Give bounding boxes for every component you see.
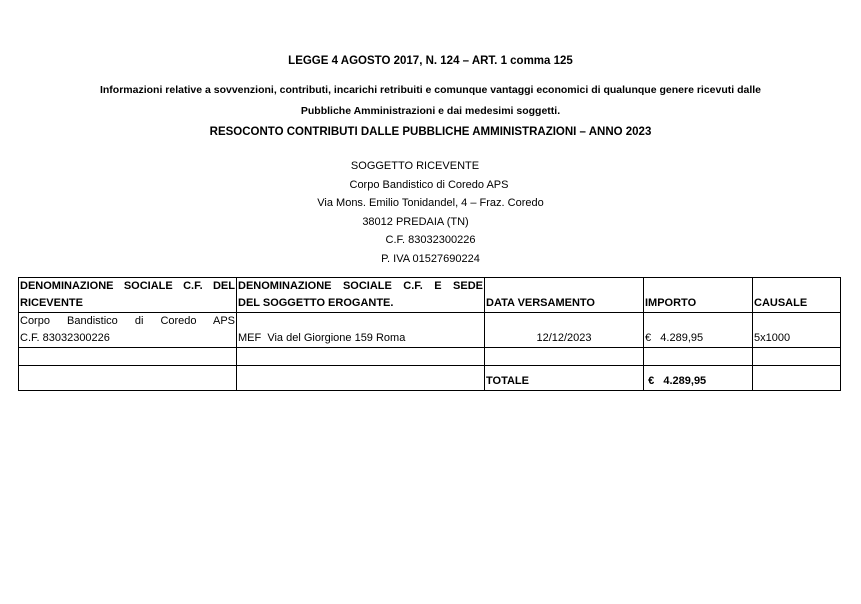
recipient-block: [0, 157, 861, 269]
header-recipient-line2: RICEVENTE: [20, 297, 83, 309]
table-header-row: [19, 278, 841, 313]
header-date: DATA VERSAMENTO: [485, 278, 644, 313]
cell-recipient-cf: C.F. 83032300226: [20, 332, 110, 344]
total-label: TOTALE: [485, 366, 644, 391]
total-amount: [644, 366, 753, 391]
report-title: RESOCONTO CONTRIBUTI DALLE PUBBLICHE AMMINISTRAZIONI – ANNO 2023: [209, 126, 652, 138]
cell-amount-currency: €: [645, 332, 652, 344]
contributions-table: [18, 277, 841, 391]
info-line-2: Pubbliche Amministrazioni e dai medesimi soggetti.: [300, 105, 561, 117]
info-line-1: Informazioni relative a sovvenzioni, contributi, incarichi retribuiti e comunque vantaggi economici di qualunque genere ricevuti dalle: [99, 84, 762, 96]
cell-amount: [644, 313, 753, 348]
recipient-piva: P. IVA 01527690224: [381, 252, 480, 265]
cell-recipient: [19, 313, 237, 348]
header-recipient: [19, 278, 237, 313]
recipient-city: 38012 PREDAIA (TN): [362, 215, 469, 228]
table-row: [19, 313, 841, 348]
recipient-cf: C.F. 83032300226: [385, 234, 476, 247]
total-value: 4.289,95: [663, 375, 707, 387]
table-total-row: [19, 366, 841, 391]
header-payer-line1: DENOMINAZIONE SOCIALE C.F. E SEDE: [238, 280, 483, 292]
total-currency: €: [648, 375, 655, 387]
header-amount: IMPORTO: [644, 278, 753, 313]
cell-reason: 5x1000: [753, 313, 841, 348]
law-title: LEGGE 4 AGOSTO 2017, N. 124 – ART. 1 comma 125: [288, 55, 573, 67]
header-payer: [237, 278, 485, 313]
cell-payer: [237, 313, 485, 348]
recipient-label: SOGGETTO RICEVENTE: [350, 160, 480, 172]
recipient-name: Corpo Bandistico di Coredo APS: [349, 178, 509, 191]
cell-date: 12/12/2023: [485, 313, 644, 348]
recipient-address: Via Mons. Emilio Tonidandel, 4 – Fraz. Coredo: [317, 197, 544, 210]
table-row-empty: [19, 348, 841, 366]
cell-recipient-name: Corpo Bandistico di Coredo APS: [20, 315, 235, 327]
cell-amount-value: 4.289,95: [660, 332, 704, 344]
header-reason: CAUSALE: [753, 278, 841, 313]
header-recipient-line1: DENOMINAZIONE SOCIALE C.F. DEL: [20, 280, 235, 292]
header-payer-line2: DEL SOGGETTO EROGANTE.: [238, 297, 394, 309]
cell-payer-text: MEF Via del Giorgione 159 Roma: [238, 332, 406, 344]
